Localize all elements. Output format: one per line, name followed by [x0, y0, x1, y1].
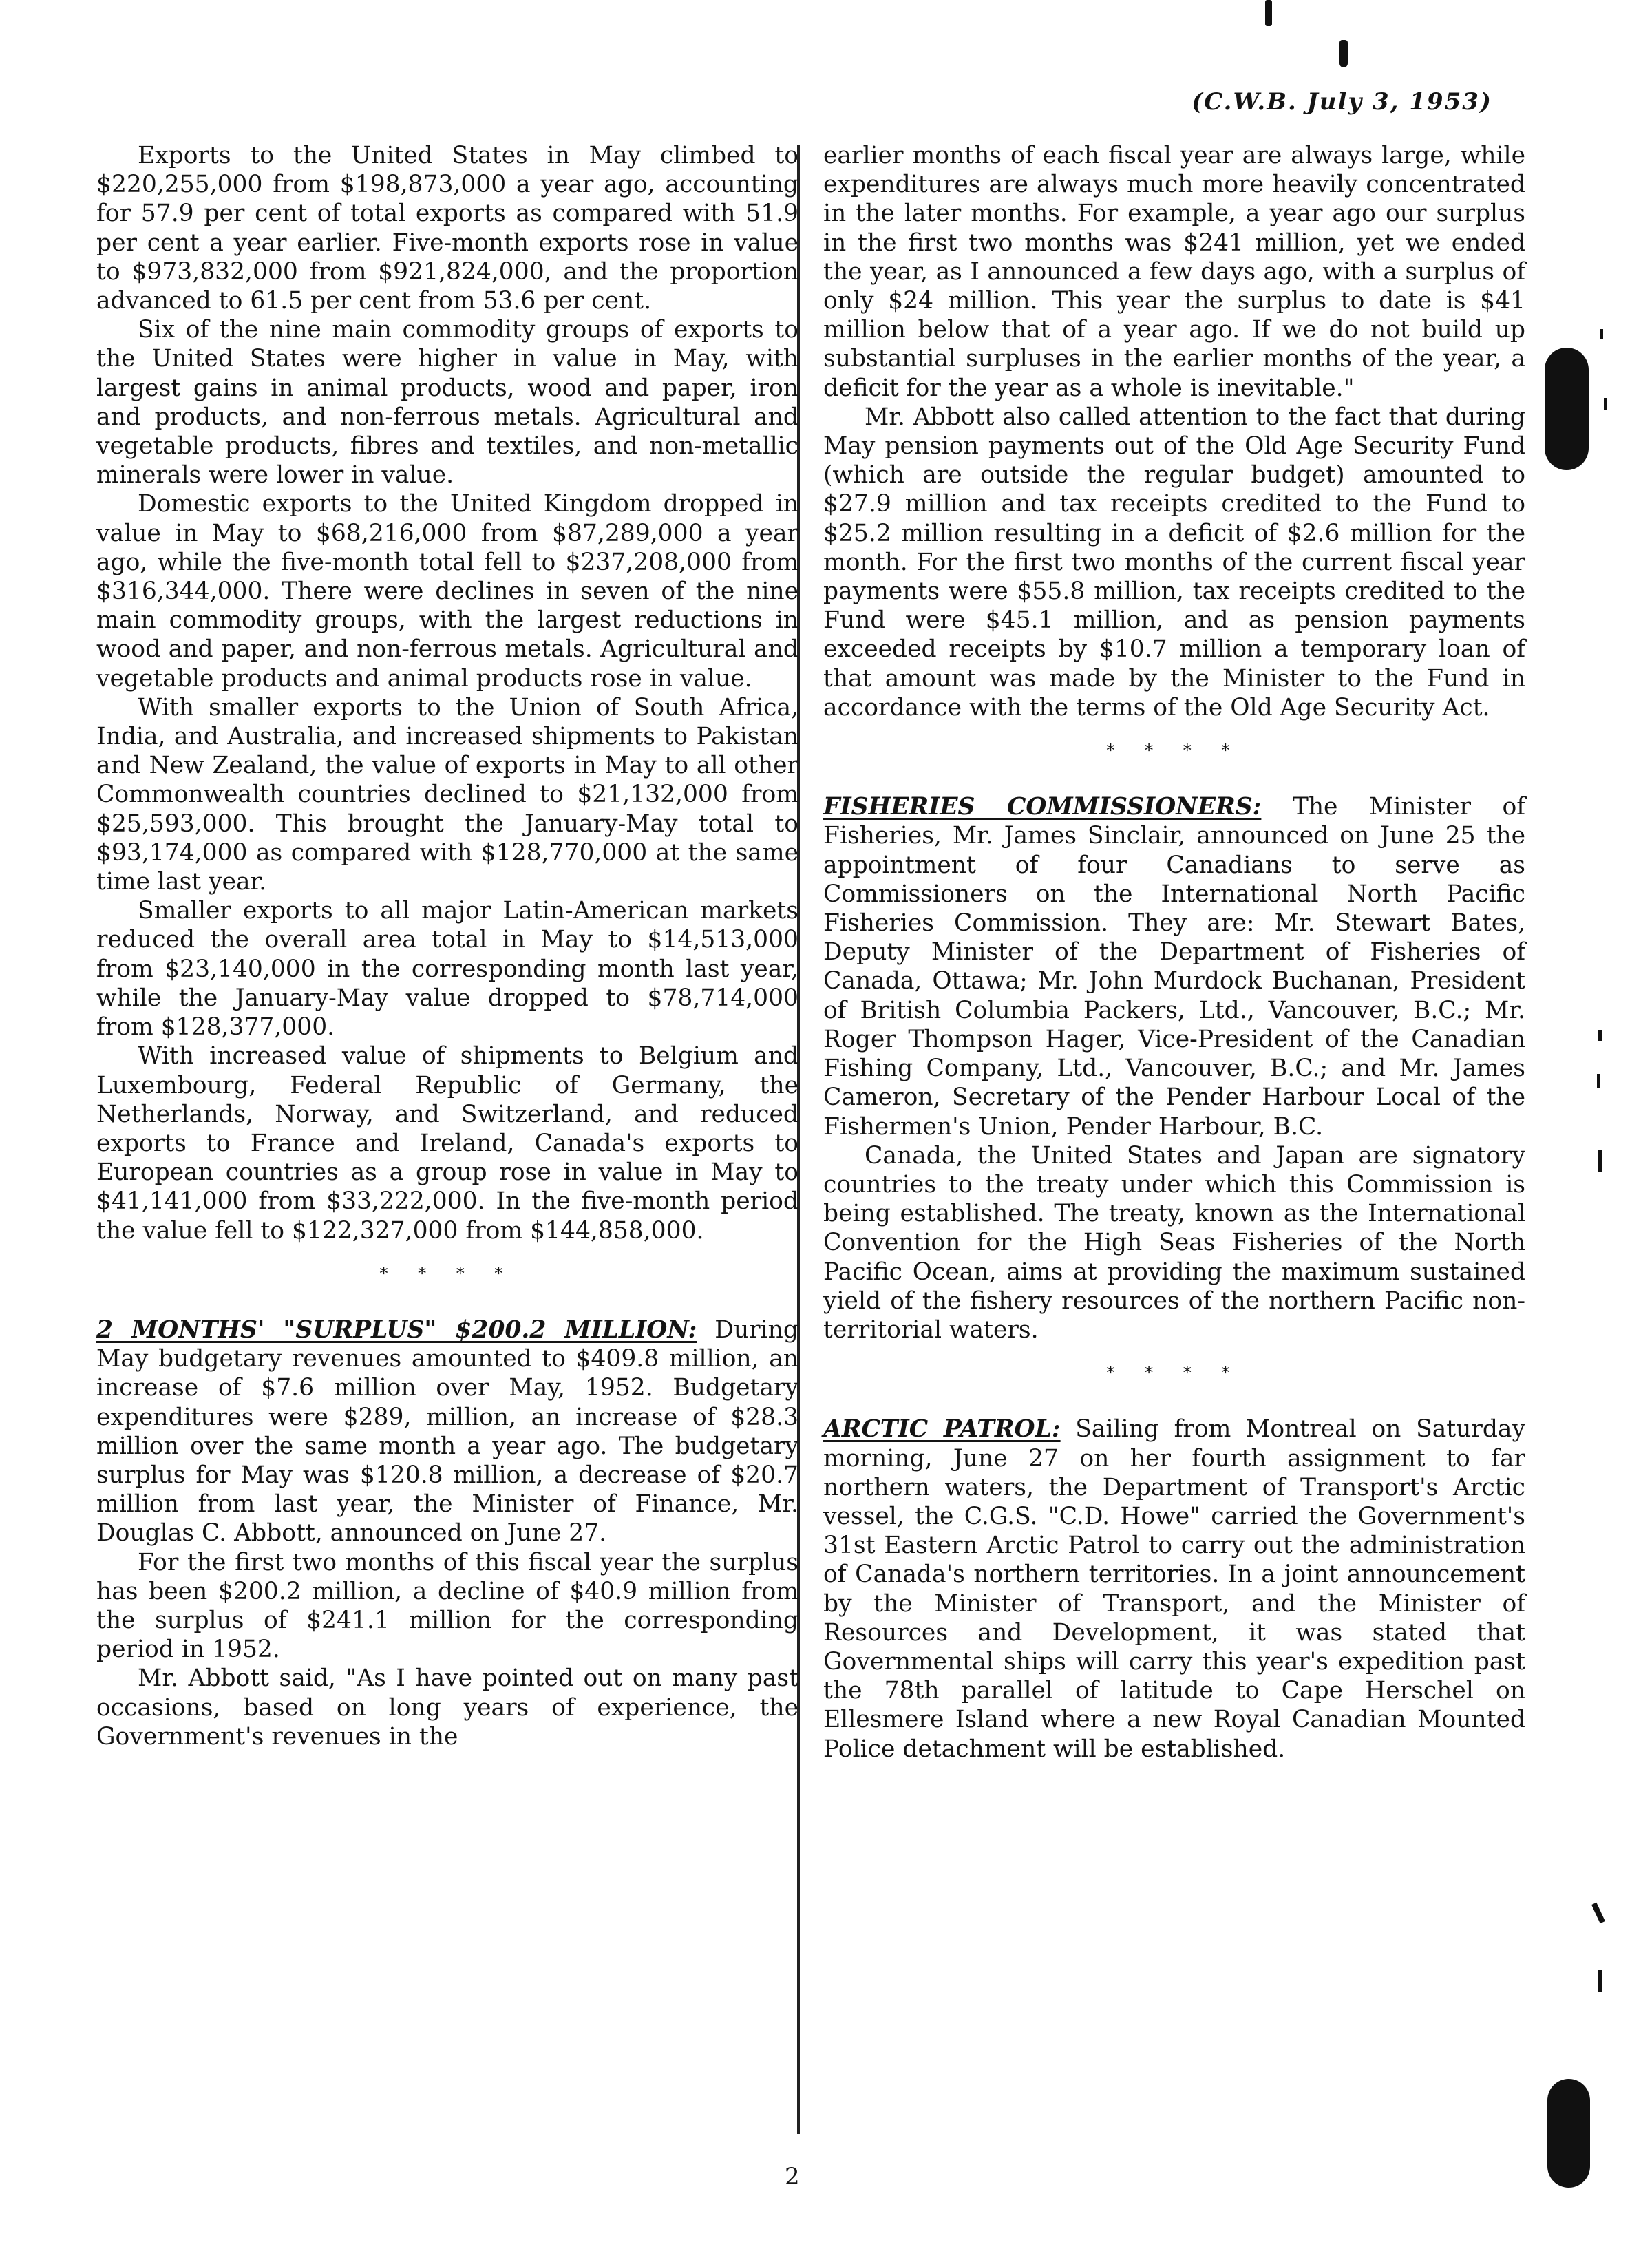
surplus-headline: 2 MONTHS' "SURPLUS" $200.2 MILLION: [96, 1315, 697, 1344]
scan-mark-top-1 [1265, 0, 1272, 26]
surplus-article-lead [96, 1315, 798, 1548]
scan-mark-top-2 [1339, 40, 1348, 67]
fisheries-article-lead [823, 792, 1525, 1141]
arctic-lead-text: Sailing from Montreal on Saturday morning, June 27 on her fourth assignment to far northern waters, the Department of Transport's Arctic vessel, the C.G.S. "C.D. Howe" carried the Government's 31st Eastern Arctic Patrol to carry out the administration of Canada's northern territories. In a joint announcement by the Minister of Transport, and the Minister of Resources and Development, it was stated that Governmental ships will carry this year's expedition past the 78th parallel of latitude to Cape Herschel on Ellesmere Island where a new Royal Canadian Mounted Police detachment will be established. [823, 1415, 1525, 1763]
arctic-headline: ARCTIC PATROL: [823, 1415, 1061, 1444]
scan-speck-1 [1600, 329, 1603, 339]
scan-speck-2 [1604, 398, 1607, 410]
commodity-groups-paragraph: Six of the nine main commodity groups of exports to the United States were higher in value in May, with largest gains in animal products, wood and paper, iron and products, and non-ferrous metals. Agricultural and vegetable products, fibres and textiles, and non-metallic minerals were lower in value. [96, 316, 798, 489]
pension-fund-paragraph: Mr. Abbott also called attention to the fact that during May pension payments out of the Old Age Security Fund (which are outside the regular budget) amounted to $27.9 million and tax receipts credited to the Fund to $25.2 million resulting in a deficit of $2.6 million for the month. For the first two months of the current fiscal year payments were $55.8 million, tax receipts credited to the Fund were $45.1 million, and as pension payments exceeded receipts by $10.7 million a temporary loan of that amount was made by the Minister to the Fund in accordance with the terms of the Old Age Security Act. [823, 403, 1525, 721]
binder-hole-lower [1547, 2079, 1590, 2188]
right-column [823, 141, 1525, 1764]
scan-speck-4 [1597, 1074, 1600, 1088]
surplus-fiscal-paragraph: For the first two months of this fiscal year the surplus has been $200.2 million, a decline of $40.9 million from the surplus of $241.1 million for the corresponding period in 1952. [96, 1548, 798, 1664]
bulletin-citation: (C.W.B. July 3, 1953) [1192, 88, 1492, 116]
scan-speck-5 [1598, 1150, 1602, 1172]
scan-speck-3 [1598, 1030, 1602, 1041]
section-separator: * * * * [1106, 1363, 1242, 1383]
surplus-lead-text: During May budgetary revenues amounted to $409.8 million, an increase of $7.6 million over May, 1952. Budgetary expenditures were $289, million, an increase of $28.3 million over the same month a year ago. The budgetary surplus for May was $120.8 million, a decrease of $20.7 million from last year, the Minister of Finance, Mr. Douglas C. Abbott, announced on June 27. [96, 1315, 798, 1547]
section-separator: * * * * [1106, 741, 1242, 761]
fisheries-treaty-paragraph: Canada, the United States and Japan are signatory countries to the treaty under which this Commission is being established. The treaty, known as the International Convention for the High Seas Fisheries of the North Pacific Ocean, aims at providing the maximum sustained yield of the fishery resources of the northern Pacific non-territorial waters. [823, 1141, 1525, 1344]
scan-speck-7 [1598, 1970, 1602, 1992]
exports-commonwealth-paragraph: With smaller exports to the Union of South Africa, India, and Australia, and increased shipments to Pakistan and New Zealand, the value of exports in May to all other Commonwealth countries declined to $21,132,000 from $25,593,000. This brought the January-May total to $93,174,000 as compared with $128,770,000 at the same time last year. [96, 693, 798, 896]
page-number: 2 [785, 2163, 800, 2190]
exports-europe-paragraph: With increased value of shipments to Belgium and Luxembourg, Federal Republic of Germany, the Netherlands, Norway, and Switzerland, and reduced exports to France and Ireland, Canada's exports to European countries as a group rose in value in May to $41,141,000 from $33,222,000. In the five-month period the value fell to $122,327,000 from $144,858,000. [96, 1042, 798, 1245]
scan-speck-6 [1591, 1903, 1605, 1924]
binder-hole-upper [1545, 348, 1589, 470]
abbott-quote-continuation: earlier months of each fiscal year are always large, while expenditures are always much more heavily concentrated in the later months. For example, a year ago our surplus in the first two months was $241 million, yet we ended the year, as I announced a few days ago, with a surplus of only $24 million. This year the surplus to date is $41 million below that of a year ago. If we do not build up substantial surpluses in the earlier months of the year, a deficit for the year as a whole is inevitable." [823, 142, 1525, 402]
fisheries-lead-text: The Minister of Fisheries, Mr. James Sinclair, announced on June 25 the appointment of four Canadians to serve as Commissioners on the International North Pacific Fisheries Commission. They are: Mr. Stewart Bates, Deputy Minister of the Department of Fisheries of Canada, Ottawa; Mr. John Murdock Buchanan, President of British Columbia Packers, Ltd., Vancouver, B.C.; Mr. Roger Thompson Hager, Vice-President of the Canadian Fishing Company, Ltd., Vancouver, B.C.; and Mr. James Cameron, Secretary of the Pender Harbour Local of the Fishermen's Union, Pender Harbour, B.C. [823, 793, 1525, 1141]
left-column [96, 141, 798, 1751]
arctic-article-lead [823, 1415, 1525, 1763]
exports-latin-america-paragraph: Smaller exports to all major Latin-American markets reduced the overall area total in May to $14,513,000 from $23,140,000 in the corresponding month last year, while the January-May value dropped to $78,714,000 from $128,377,000. [96, 897, 798, 1042]
fisheries-headline: FISHERIES COMMISSIONERS: [823, 793, 1262, 821]
exports-uk-paragraph: Domestic exports to the United Kingdom dropped in value in May to $68,216,000 from $87,289,000 a year ago, while the five-month total fell to $237,208,000 from $316,344,000. There were declines in seven of the nine main commodity groups, with the largest reductions in wood and paper, and non-ferrous metals. Agricultural and vegetable products and animal products rose in value. [96, 490, 798, 693]
section-separator: * * * * [379, 1263, 516, 1283]
abbott-quote-paragraph: Mr. Abbott said, "As I have pointed out on many past occasions, based on long years of experience, the Government's revenues in the [96, 1664, 798, 1751]
exports-us-paragraph: Exports to the United States in May climbed to $220,255,000 from $198,873,000 a year ago, accounting for 57.9 per cent of total exports as compared with 51.9 per cent a year earlier. Five-month exports rose in value to $973,832,000 from $921,824,000, and the proportion advanced to 61.5 per cent from 53.6 per cent. [96, 142, 798, 315]
